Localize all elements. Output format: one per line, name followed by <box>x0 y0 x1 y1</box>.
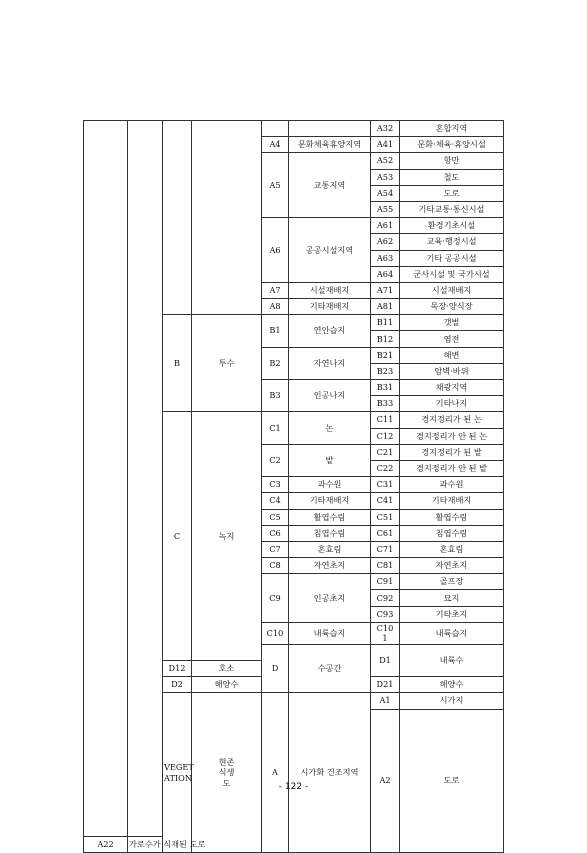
level4-name-cell: 침엽수림 <box>289 525 371 541</box>
level5-code-cell: C10 1 <box>371 622 400 644</box>
level4-name-cell: 공공시설지역 <box>289 218 371 283</box>
level4-name-cell: 내륙수 <box>400 644 504 676</box>
level5-name-cell: 자연초지 <box>400 558 504 574</box>
level4-name-cell: 도로 <box>400 709 504 852</box>
level4-name-cell: 인공나지 <box>289 380 371 412</box>
level5-code-cell: C81 <box>371 558 400 574</box>
level5-code-cell: C31 <box>371 477 400 493</box>
level4-name-cell: 시가지 <box>400 693 504 709</box>
level5-code-cell: C21 <box>371 444 400 460</box>
level1-cell <box>84 121 128 837</box>
level5-name-cell: 묘지 <box>400 590 504 606</box>
level4-code-cell: B2 <box>262 347 289 379</box>
level5-code-cell: B33 <box>371 396 400 412</box>
level5-code-cell: A52 <box>371 153 400 169</box>
level4-code-cell: C7 <box>262 541 289 557</box>
level3-name-cell: 시가화 건조지역 <box>289 693 371 852</box>
level5-name-cell: 목장·양식장 <box>400 299 504 315</box>
level4-name-cell: 연안습지 <box>289 315 371 347</box>
level5-code-cell: B12 <box>371 331 400 347</box>
level5-code-cell: A53 <box>371 169 400 185</box>
level4-name-cell: 교통지역 <box>289 153 371 218</box>
level4-code-cell: C9 <box>262 574 289 623</box>
level5-name-cell: 침엽수림 <box>400 525 504 541</box>
level5-name-cell: 내륙습지 <box>400 622 504 644</box>
level4-code-cell: A4 <box>262 137 289 153</box>
level4-code-cell: C6 <box>262 525 289 541</box>
level5-name-cell: 혼효림 <box>400 541 504 557</box>
level5-name-cell: 경지정리가 안 된 밭 <box>400 460 504 476</box>
level5-code-cell: D21 <box>371 677 400 693</box>
level5-code-cell: C12 <box>371 428 400 444</box>
level3-code-cell: D <box>262 644 289 693</box>
level5-code-cell: A63 <box>371 250 400 266</box>
level4-name-cell: 내륙습지 <box>289 622 371 644</box>
level5-code-cell: A64 <box>371 266 400 282</box>
level5-code-cell: A71 <box>371 282 400 298</box>
level4-code-cell: C10 <box>262 622 289 644</box>
level5-name-cell: 경지정리가 된 논 <box>400 412 504 428</box>
level4-name-cell: 기타재배지 <box>289 493 371 509</box>
level5-code-cell: A32 <box>371 121 400 137</box>
level5-code-cell: C71 <box>371 541 400 557</box>
level5-name-cell: 교육·행정시설 <box>400 234 504 250</box>
level4-code-cell: A2 <box>371 709 400 852</box>
level3-name-cell <box>192 121 262 315</box>
level4-code-cell: A8 <box>262 299 289 315</box>
level4-code-cell: A6 <box>262 218 289 283</box>
level5-code-cell: C61 <box>371 525 400 541</box>
level5-name-cell: 경지정리가 안 된 논 <box>400 428 504 444</box>
level4-code-cell: A1 <box>371 693 400 709</box>
level4-name-cell: 밭 <box>289 444 371 476</box>
level4-code-cell: C5 <box>262 509 289 525</box>
level4-name-cell: 자연초지 <box>289 558 371 574</box>
level4-code-cell: D1 <box>371 644 400 676</box>
level3-name-cell: 녹지 <box>192 412 262 661</box>
level4-code-cell: B3 <box>262 380 289 412</box>
table-body <box>84 121 504 853</box>
level5-code-cell: D12 <box>163 661 192 677</box>
table-row <box>84 121 504 137</box>
level5-code-cell: B11 <box>371 315 400 331</box>
level4-name-cell: 논 <box>289 412 371 444</box>
level4-code-cell: D2 <box>163 677 192 693</box>
level5-name-cell: 기타재배지 <box>400 493 504 509</box>
level5-name-cell: 기타 공공시설 <box>400 250 504 266</box>
level5-name-cell: 가로수가 식재된 도로 <box>128 836 163 852</box>
level5-code-cell: A41 <box>371 137 400 153</box>
level4-code-cell: C1 <box>262 412 289 444</box>
page-number: - 122 - <box>278 782 309 792</box>
level5-name-cell: 문화·체육·휴양시설 <box>400 137 504 153</box>
level4-code-cell: C2 <box>262 444 289 476</box>
level4-code-cell: C8 <box>262 558 289 574</box>
level5-name-cell: 철도 <box>400 169 504 185</box>
level5-code-cell: B31 <box>371 380 400 396</box>
level5-name-cell: 골프장 <box>400 574 504 590</box>
level5-code-cell: A54 <box>371 185 400 201</box>
level2-cell <box>128 121 163 837</box>
level5-name-cell: 갯벌 <box>400 315 504 331</box>
level3-code-cell: A <box>262 693 289 852</box>
level5-code-cell: A81 <box>371 299 400 315</box>
level4-name-cell: 과수원 <box>289 477 371 493</box>
level5-code-cell: C92 <box>371 590 400 606</box>
level3-name-cell: 투수 <box>192 315 262 412</box>
level5-name-cell: 염전 <box>400 331 504 347</box>
level4-code-cell <box>262 121 289 137</box>
level4-code-cell: A5 <box>262 153 289 218</box>
level5-code-cell: A62 <box>371 234 400 250</box>
level3-code-cell <box>163 121 192 315</box>
level5-name-cell: 해변 <box>400 347 504 363</box>
level5-name-cell: 군사시설 및 국가시설 <box>400 266 504 282</box>
level2-cell: 현존 식생 도 <box>192 693 262 852</box>
level5-code-cell: A61 <box>371 218 400 234</box>
level5-name-cell: 항만 <box>400 153 504 169</box>
level5-code-cell: C11 <box>371 412 400 428</box>
level4-name-cell <box>289 121 371 137</box>
level4-name-cell: 인공초지 <box>289 574 371 623</box>
level3-code-cell: B <box>163 315 192 412</box>
level4-code-cell: B1 <box>262 315 289 347</box>
level3-name-cell: 수공간 <box>289 644 371 693</box>
level5-code-cell: C41 <box>371 493 400 509</box>
level5-code-cell: A55 <box>371 201 400 217</box>
level4-name-cell: 해양수 <box>192 677 262 693</box>
land-cover-classification-table <box>83 120 504 853</box>
level3-code-cell: C <box>163 412 192 661</box>
level5-code-cell: B21 <box>371 347 400 363</box>
level5-name-cell: 활엽수림 <box>400 509 504 525</box>
level5-code-cell: B23 <box>371 363 400 379</box>
level4-code-cell: C3 <box>262 477 289 493</box>
level4-name-cell: 자연나지 <box>289 347 371 379</box>
level4-name-cell: 시설재배지 <box>289 282 371 298</box>
level5-code-cell: C51 <box>371 509 400 525</box>
level5-name-cell: 과수원 <box>400 477 504 493</box>
level1-cell: VEGET ATION <box>163 693 192 852</box>
level5-code-cell: A22 <box>84 836 128 852</box>
level5-code-cell: C91 <box>371 574 400 590</box>
level5-name-cell: 혼합지역 <box>400 121 504 137</box>
level5-name-cell: 기타교통·통신시설 <box>400 201 504 217</box>
level5-name-cell: 환경기초시설 <box>400 218 504 234</box>
level4-name-cell: 혼효림 <box>289 541 371 557</box>
level4-name-cell: 활엽수림 <box>289 509 371 525</box>
level4-code-cell: A7 <box>262 282 289 298</box>
level5-name-cell: 채광지역 <box>400 380 504 396</box>
level5-name-cell: 도로 <box>400 185 504 201</box>
level5-name-cell: 암벽·바위 <box>400 363 504 379</box>
level4-name-cell: 기타재배지 <box>289 299 371 315</box>
level5-code-cell: C22 <box>371 460 400 476</box>
level5-name-cell: 시설재배지 <box>400 282 504 298</box>
level4-name-cell: 문화체육휴양지역 <box>289 137 371 153</box>
level4-code-cell: C4 <box>262 493 289 509</box>
level5-name-cell: 기타나지 <box>400 396 504 412</box>
level5-name-cell: 경지정리가 된 밭 <box>400 444 504 460</box>
level5-name-cell: 기타초지 <box>400 606 504 622</box>
level5-code-cell: C93 <box>371 606 400 622</box>
level5-name-cell: 호소 <box>192 661 262 677</box>
level5-name-cell: 해양수 <box>400 677 504 693</box>
